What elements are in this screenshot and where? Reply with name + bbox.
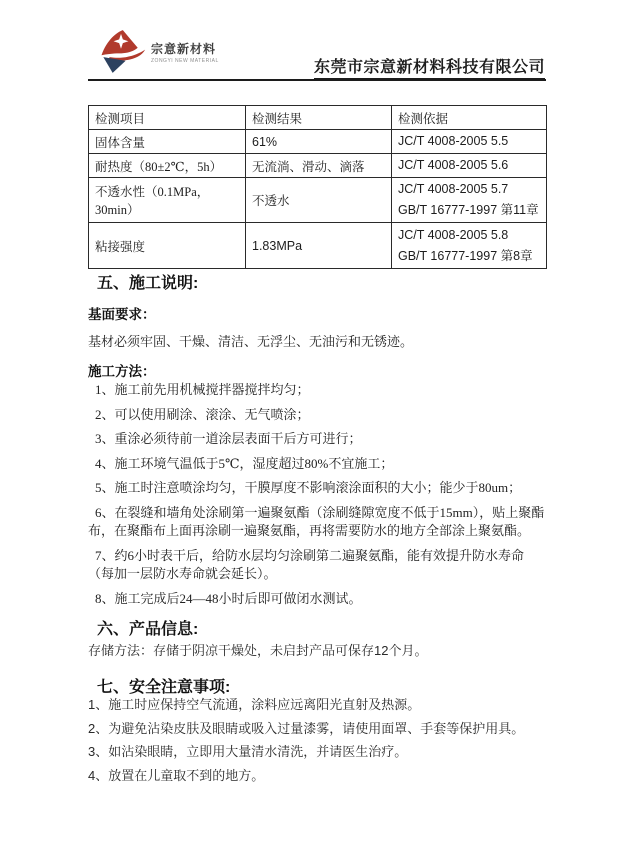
construction-step: 4、施工环境气温低于5℃，湿度超过80%不宜施工； bbox=[95, 455, 394, 471]
base-requirements-text: 基材必须牢固、干燥、清洁、无浮尘、无油污和无锈迹。 bbox=[88, 334, 414, 349]
cell-result: 无流淌、滑动、滴落 bbox=[246, 154, 392, 178]
section-title-construction: 五、施工说明: bbox=[97, 275, 199, 292]
company-logo bbox=[95, 28, 219, 75]
construction-step: 8、施工完成后24—48小时后即可做闭水测试。 bbox=[95, 590, 362, 606]
cell-item: 耐热度（80±2℃，5h） bbox=[89, 154, 246, 178]
basis-line: JC/T 4008-2005 5.7 bbox=[398, 182, 509, 196]
logo-cn-text: 宗意新材料 bbox=[151, 42, 217, 56]
col-header-test-result: 检测结果 bbox=[246, 106, 392, 130]
section-title-safety-notes: 七、安全注意事项: bbox=[97, 679, 231, 696]
construction-step: 2、可以使用刷涂、滚涂、无气喷涂； bbox=[95, 406, 310, 422]
col-header-test-basis: 检测依据 bbox=[392, 106, 547, 130]
safety-item: 2、为避免沾染皮肤及眼睛或吸入过量漆雾，请使用面罩、手套等保护用具。 bbox=[88, 720, 525, 736]
table-row bbox=[89, 223, 547, 269]
header-divider bbox=[88, 79, 546, 81]
logo-en-text: ZONGYI NEW MATERIAL bbox=[151, 58, 219, 64]
cell-basis: JC/T 4008-2005 5.5 bbox=[392, 130, 547, 154]
table-row bbox=[89, 178, 547, 223]
safety-items-list bbox=[88, 696, 563, 790]
table-row bbox=[89, 154, 547, 178]
construction-step: 7、约6小时表干后，给防水层均匀涂刷第二遍聚氨酯，能有效提升防水寿命（每加一层防水寿命就会延长）。 bbox=[88, 547, 525, 581]
basis-line: GB/T 16777-1997 第8章 bbox=[398, 248, 533, 263]
construction-step: 5、施工时注意喷涂均匀，干膜厚度不影响滚涂面积的大小；能少于80um； bbox=[95, 480, 522, 495]
logo-mark-icon bbox=[95, 28, 147, 75]
basis-line: JC/T 4008-2005 5.8 bbox=[398, 227, 509, 242]
cell-item: 固体含量 bbox=[89, 130, 246, 154]
company-name: 东莞市宗意新材料科技有限公司 bbox=[314, 54, 545, 79]
col-header-test-item: 检测项目 bbox=[89, 106, 246, 130]
cell-result: 61% bbox=[246, 130, 392, 154]
safety-item: 3、如沾染眼睛，立即用大量清水清洗，并请医生治疗。 bbox=[88, 744, 408, 759]
construction-steps-list bbox=[88, 381, 548, 614]
construction-step: 1、施工前先用机械搅拌器搅拌均匀； bbox=[95, 382, 310, 397]
safety-item: 4、放置在儿童取不到的地方。 bbox=[88, 767, 265, 783]
basis-line: GB/T 16777-1997 第11章 bbox=[398, 203, 539, 217]
safety-item: 1、施工时应保持空气流通，涂料应远离阳光直射及热源。 bbox=[88, 697, 421, 712]
cell-item: 不透水性（0.1MPa，30min） bbox=[89, 178, 246, 223]
table-header-row bbox=[89, 106, 547, 130]
cell-item: 粘接强度 bbox=[89, 223, 246, 269]
storage-method-text: 存储方法：存储于阴凉干燥处，未启封产品可保存12个月。 bbox=[88, 643, 428, 658]
construction-step: 3、重涂必须待前一道涂层表面干后方可进行； bbox=[95, 431, 362, 446]
construction-step: 6、在裂缝和墙角处涂刷第一遍聚氨酯（涂刷缝隙宽度不低于15mm），贴上聚酯布，在聚酯布上面再涂刷一遍聚氨酯，再将需要防水的地方全部涂上聚氨酯。 bbox=[88, 504, 545, 538]
cell-result: 不透水 bbox=[246, 178, 392, 223]
subheading-construction-method: 施工方法： bbox=[88, 364, 156, 379]
cell-basis bbox=[392, 178, 547, 223]
cell-basis bbox=[392, 223, 547, 269]
cell-result: 1.83MPa bbox=[246, 223, 392, 269]
cell-basis: JC/T 4008-2005 5.6 bbox=[392, 154, 547, 178]
subheading-base-requirements: 基面要求： bbox=[88, 307, 156, 322]
section-title-product-info: 六、产品信息: bbox=[97, 621, 199, 638]
table-row bbox=[89, 130, 547, 154]
test-results-table bbox=[88, 105, 547, 269]
logo-text bbox=[151, 43, 219, 64]
